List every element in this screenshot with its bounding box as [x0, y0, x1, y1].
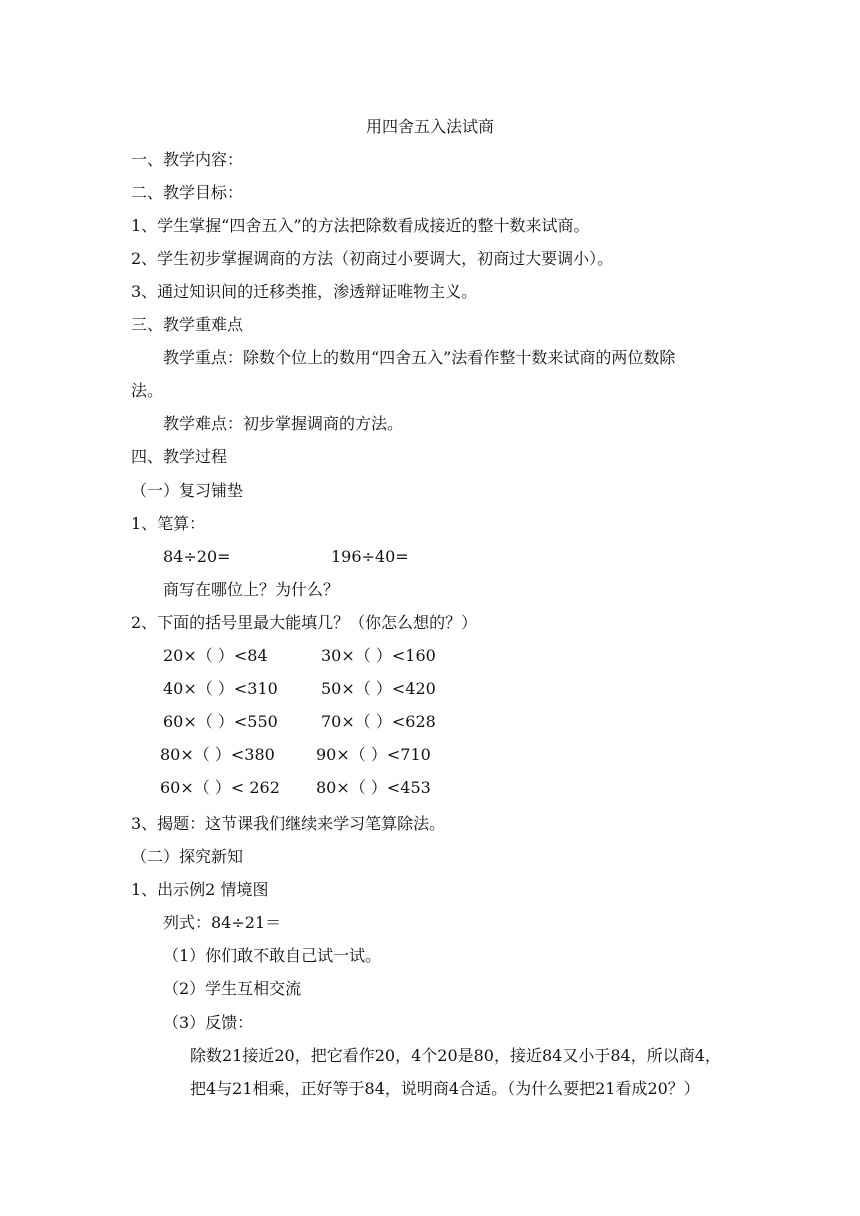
inequality-item: 60×（ ）<550 — [163, 712, 278, 731]
subsection-heading: （二）探究新知 — [131, 847, 244, 866]
inequality-item: 70×（ ）<628 — [321, 712, 436, 731]
calc-expression: 196÷40= — [331, 547, 409, 566]
section-heading: 二、教学目标： — [131, 183, 244, 202]
calc-expression: 84÷20= — [163, 547, 231, 566]
exercise-heading: 3、揭题：这节课我们继续来学习笔算除法。 — [131, 814, 446, 833]
key-point-line: 教学重点：除数个位上的数用“四舍五入”法看作整十数来试商的两位数除 — [163, 348, 676, 367]
exercise-heading: 1、笔算： — [131, 514, 206, 533]
document-title: 用四舍五入法试商 — [365, 117, 494, 136]
exercise-heading: 2、下面的括号里最大能填几？（你怎么想的？） — [131, 613, 478, 632]
inequality-item: 80×（ ）<453 — [316, 778, 431, 797]
feedback-line: 把4与21相乘，正好等于84，说明商4合适。（为什么要把21看成20？） — [190, 1079, 700, 1098]
inequality-item: 40×（ ）<310 — [163, 679, 278, 698]
section-heading: 三、教学重难点 — [131, 315, 244, 334]
goal-item: 2、学生初步掌握调商的方法（初商过小要调大，初商过大要调小）。 — [131, 249, 614, 268]
inequality-item: 50×（ ）<420 — [321, 679, 436, 698]
step-line: （3）反馈： — [163, 1013, 254, 1032]
subsection-heading: （一）复习铺垫 — [131, 481, 244, 500]
section-heading: 一、教学内容： — [131, 150, 244, 169]
key-point-line: 法。 — [131, 381, 164, 400]
inequality-item: 60×（ ）< 262 — [160, 778, 280, 797]
inequality-item: 30×（ ）<160 — [321, 646, 436, 665]
feedback-line: 除数21接近20，把它看作20，4个20是80，接近84又小于84，所以商4， — [190, 1046, 721, 1065]
formula-line: 列式：84÷21＝ — [163, 913, 282, 932]
exercise-heading: 1、出示例2 情境图 — [131, 880, 269, 899]
inequality-item: 20×（ ）<84 — [163, 646, 268, 665]
inequality-item: 80×（ ）<380 — [160, 745, 275, 764]
section-heading: 四、教学过程 — [131, 447, 228, 466]
goal-item: 3、通过知识间的迁移类推，渗透辩证唯物主义。 — [131, 282, 478, 301]
question-line: 商写在哪位上？为什么？ — [163, 580, 340, 599]
difficulty-line: 教学难点：初步掌握调商的方法。 — [163, 414, 404, 433]
goal-item: 1、学生掌握“四舍五入”的方法把除数看成接近的整十数来试商。 — [131, 216, 590, 235]
step-line: （2）学生互相交流 — [163, 979, 302, 998]
step-line: （1）你们敢不敢自己试一试。 — [163, 946, 382, 965]
inequality-item: 90×（ ）<710 — [316, 745, 431, 764]
